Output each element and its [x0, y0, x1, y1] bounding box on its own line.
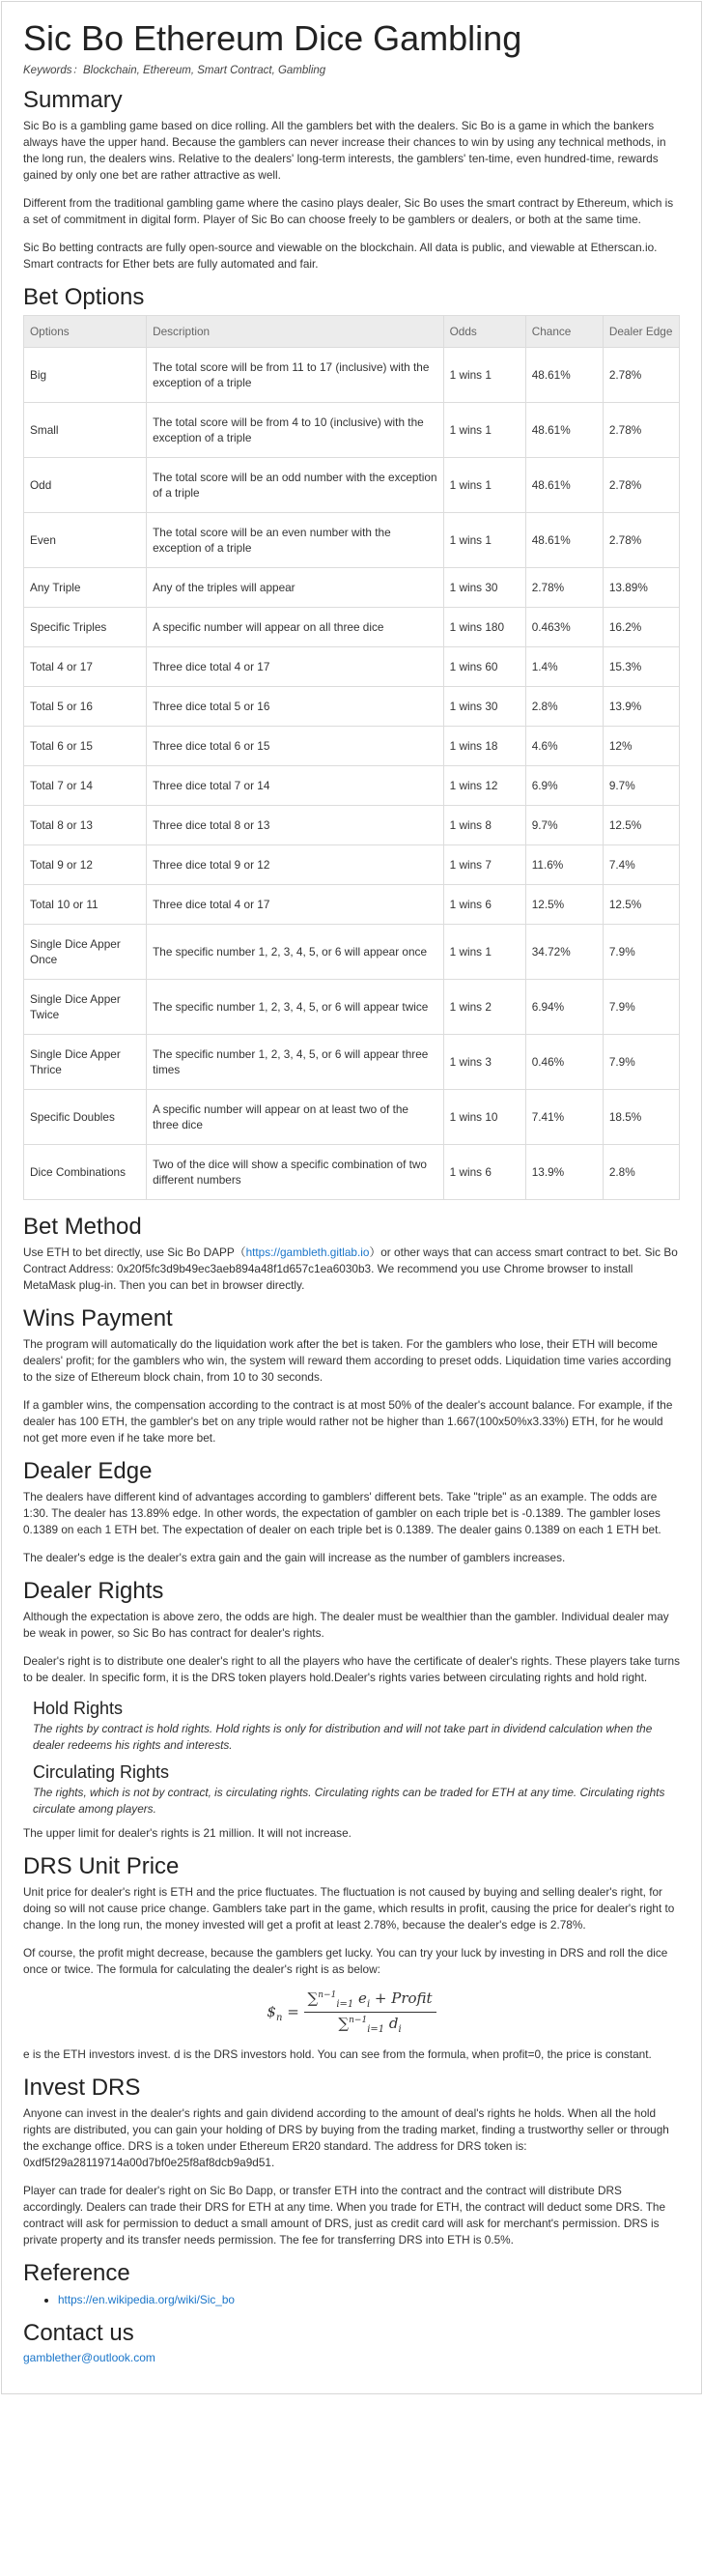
option-description-cell: The specific number 1, 2, 3, 4, 5, or 6 will appear once: [147, 925, 444, 980]
circulating-rights-heading: Circulating Rights: [33, 1762, 170, 1782]
option-name-cell: Total 9 or 12: [24, 845, 147, 885]
option-description-cell: The specific number 1, 2, 3, 4, 5, or 6 will appear three times: [147, 1035, 444, 1090]
wins-payment-heading: Wins Payment: [23, 1305, 173, 1331]
table-row: [24, 845, 680, 885]
option-odds-cell: 1 wins 180: [443, 608, 525, 647]
summary-heading: Summary: [23, 87, 123, 113]
table-header-row: [24, 316, 680, 348]
option-odds-cell: 1 wins 3: [443, 1035, 525, 1090]
option-odds-cell: 1 wins 12: [443, 766, 525, 806]
option-description-cell: The total score will be an odd number with the exception of a triple: [147, 458, 444, 513]
option-chance-cell: 6.94%: [525, 980, 603, 1035]
option-odds-cell: 1 wins 7: [443, 845, 525, 885]
dapp-link[interactable]: https://gambleth.gitlab.io: [245, 1245, 370, 1259]
hold-rights-text: The rights by contract is hold rights. Hold rights is only for distribution and will not take part in dividend calculation when the dealer redeems his rights and interests.: [33, 1722, 653, 1752]
option-odds-cell: 1 wins 1: [443, 348, 525, 403]
option-chance-cell: 34.72%: [525, 925, 603, 980]
dealer-edge-paragraph-1: The dealers have different kind of advantages according to gamblers' different bets. Take "triple" as an example. The odds are 1:30. The dealer has 13.89% edge. In other words, the expectation of gambler on each triple bet is -0.1389. The gambler loses 0.1389 on each 1 ETH bet. The expectation of dealer on each triple bet is 0.1389. The dealer gains 0.1389 on each 1 ETH bet.: [23, 1490, 661, 1536]
invest-drs-paragraph-2: Player can trade for dealer's right on Sic Bo Dapp, or transfer ETH into the contract and the contract will distribute DRS accordingly. Dealers can trade their DRS for ETH at any time. When you trade for ETH, the contract will deduct some DRS. The contract will ask for permission to deduct a small amount of DRS, just as credit card will ask for merchant's permission. DRS is private property and its transfer needs permission. The fee for transferring DRS into ETH is 0.5%.: [23, 2184, 666, 2247]
option-chance-cell: 13.9%: [525, 1145, 603, 1200]
option-dealer-edge-cell: 7.9%: [603, 980, 679, 1035]
option-name-cell: Small: [24, 403, 147, 458]
option-description-cell: Two of the dice will show a specific combination of two different numbers: [147, 1145, 444, 1200]
summary-paragraph-3: Sic Bo betting contracts are fully open-source and viewable on the blockchain. All data is public, and viewable at Etherscan.io. Smart contracts for Ether bets are fully automated and fair.: [23, 241, 658, 271]
option-name-cell: Single Dice Apper Once: [24, 925, 147, 980]
table-row: [24, 458, 680, 513]
option-odds-cell: 1 wins 1: [443, 513, 525, 568]
wikipedia-link[interactable]: https://en.wikipedia.org/wiki/Sic_bo: [58, 2293, 235, 2306]
dealer-rights-heading: Dealer Rights: [23, 1578, 164, 1604]
option-dealer-edge-cell: 12.5%: [603, 806, 679, 845]
table-row: [24, 727, 680, 766]
option-description-cell: Any of the triples will appear: [147, 568, 444, 608]
option-odds-cell: 1 wins 1: [443, 925, 525, 980]
option-odds-cell: 1 wins 30: [443, 568, 525, 608]
page-title: Sic Bo Ethereum Dice Gambling: [23, 18, 522, 58]
bet-options-heading: Bet Options: [23, 284, 145, 310]
contact-email-link[interactable]: gamblether@outlook.com: [23, 2351, 155, 2364]
table-row: [24, 403, 680, 458]
option-dealer-edge-cell: 13.89%: [603, 568, 679, 608]
option-name-cell: Single Dice Apper Twice: [24, 980, 147, 1035]
price-formula: $\$_n$ = $\frac{\sum^{n-1}_{i=1} e_i + Profit}{\sum^{n-1}_{i=1} d_i}$: [23, 1989, 680, 2035]
option-name-cell: Total 7 or 14: [24, 766, 147, 806]
table-row: [24, 1090, 680, 1145]
option-description-cell: The total score will be from 11 to 17 (inclusive) with the exception of a triple: [147, 348, 444, 403]
option-dealer-edge-cell: 15.3%: [603, 647, 679, 687]
option-chance-cell: 0.463%: [525, 608, 603, 647]
hold-rights-heading: Hold Rights: [33, 1699, 124, 1718]
option-odds-cell: 1 wins 6: [443, 885, 525, 925]
option-name-cell: Single Dice Apper Thrice: [24, 1035, 147, 1090]
dealer-edge-heading: Dealer Edge: [23, 1458, 153, 1484]
table-row: [24, 687, 680, 727]
table-row: [24, 608, 680, 647]
option-dealer-edge-cell: 2.78%: [603, 403, 679, 458]
contact-heading: Contact us: [23, 2320, 134, 2346]
option-dealer-edge-cell: 2.78%: [603, 348, 679, 403]
invest-drs-paragraph-1: Anyone can invest in the dealer's rights and gain dividend according to the amount of deal's rights he holds. When all the hold rights are distributed, you can gain your holding of DRS by buying from the trading market, finding a trustworthy seller or through the exchange office. DRS is a token under Ethereum ER20 standard. The address for DRS token is: 0xdf5f29a28119714a00d7bf0e25f8af8dcb9a9d51.: [23, 2106, 669, 2169]
option-description-cell: Three dice total 6 or 15: [147, 727, 444, 766]
option-odds-cell: 1 wins 6: [443, 1145, 525, 1200]
option-name-cell: Total 4 or 17: [24, 647, 147, 687]
option-dealer-edge-cell: 18.5%: [603, 1090, 679, 1145]
option-dealer-edge-cell: 2.78%: [603, 458, 679, 513]
drs-unit-price-paragraph-2: Of course, the profit might decrease, because the gamblers get lucky. You can try your luck by investing in DRS and roll the dice once or twice. The formula for calculating the dealer's right is as below:: [23, 1946, 668, 1976]
option-name-cell: Total 10 or 11: [24, 885, 147, 925]
column-header-description: Description: [147, 316, 444, 348]
summary-paragraph-1: Sic Bo is a gambling game based on dice rolling. All the gamblers bet with the dealers. Sic Bo is a game in which the bankers always have the upper hand. Because the gamblers can never increase their chances to win by using any technical methods, in the long run, the dealers wins. Relative to the dealers' long-term interests, the gamblers' ten-time, even hundred-time, rewards gained by only one bet are rather attractive as well.: [23, 119, 666, 182]
option-name-cell: Total 6 or 15: [24, 727, 147, 766]
column-header-chance: Chance: [525, 316, 603, 348]
column-header-dealer-edge: Dealer Edge: [603, 316, 679, 348]
option-chance-cell: 1.4%: [525, 647, 603, 687]
document-page: [1, 1, 702, 2394]
option-name-cell: Big: [24, 348, 147, 403]
dealer-rights-paragraph-1: Although the expectation is above zero, the odds are high. The dealer must be wealthier than the gambler. Individual dealer may be weak in power, so Sic Bo has contract for dealer's rights.: [23, 1610, 669, 1640]
option-chance-cell: 48.61%: [525, 458, 603, 513]
option-description-cell: The specific number 1, 2, 3, 4, 5, or 6 will appear twice: [147, 980, 444, 1035]
option-dealer-edge-cell: 2.78%: [603, 513, 679, 568]
option-odds-cell: 1 wins 18: [443, 727, 525, 766]
column-header-odds: Odds: [443, 316, 525, 348]
option-description-cell: A specific number will appear on all three dice: [147, 608, 444, 647]
dealer-edge-paragraph-2: The dealer's edge is the dealer's extra gain and the gain will increase as the number of gamblers increases.: [23, 1551, 566, 1564]
option-description-cell: The total score will be an even number with the exception of a triple: [147, 513, 444, 568]
option-dealer-edge-cell: 9.7%: [603, 766, 679, 806]
drs-unit-price-paragraph-1: Unit price for dealer's right is ETH and the price fluctuates. The fluctuation is not caused by buying and selling dealer's right, for doing so will not cause price change. Gamblers take part in the game, which results in profit, causing the price for dealer's right to change. In the long run, the money invested will get a profit at least 2.78%, because the dealer's edge is 2.78%.: [23, 1885, 675, 1932]
option-chance-cell: 9.7%: [525, 806, 603, 845]
bet-method-paragraph: [23, 1245, 680, 1294]
circulating-rights-text: The rights, which is not by contract, is circulating rights. Circulating rights can be traded for ETH at any time. Circulating rights circulate among players.: [33, 1786, 665, 1816]
option-chance-cell: 48.61%: [525, 403, 603, 458]
drs-unit-price-paragraph-3: e is the ETH investors invest. d is the DRS investors hold. You can see from the formula, when profit=0, the price is constant.: [23, 2047, 652, 2061]
table-row: [24, 980, 680, 1035]
option-description-cell: Three dice total 5 or 16: [147, 687, 444, 727]
option-chance-cell: 11.6%: [525, 845, 603, 885]
bet-method-heading: Bet Method: [23, 1214, 142, 1240]
table-row: [24, 806, 680, 845]
option-name-cell: Total 5 or 16: [24, 687, 147, 727]
bet-options-body: [24, 348, 680, 1200]
option-odds-cell: 1 wins 8: [443, 806, 525, 845]
option-dealer-edge-cell: 12.5%: [603, 885, 679, 925]
summary-paragraph-2: Different from the traditional gambling game where the casino plays dealer, Sic Bo uses the smart contract by Ethereum, which is a set of commitment in digital form. Player of Sic Bo can choose freely to be gamblers or dealers, or both at the same time.: [23, 196, 674, 226]
table-row: [24, 513, 680, 568]
table-row: [24, 348, 680, 403]
option-chance-cell: 48.61%: [525, 348, 603, 403]
table-row: [24, 766, 680, 806]
wins-payment-paragraph-2: If a gambler wins, the compensation according to the contract is at most 50% of the dealer's account balance. For example, if the dealer has 100 ETH, the gambler's bet on any triple would rather not be higher than 1.667(100x50%x3.33%) ETH, for he would not get more even if he take more bet.: [23, 1398, 673, 1445]
table-row: [24, 1035, 680, 1090]
wins-payment-paragraph-1: The program will automatically do the liquidation work after the bet is taken. For the gamblers who lose, their ETH will become dealers' profit; for the gamblers who win, the system will reward them according to preset odds. Liquidation time varies according to the size of Ethereum block chain, from 10 to 30 seconds.: [23, 1337, 672, 1384]
drs-unit-price-heading: DRS Unit Price: [23, 1853, 180, 1879]
option-description-cell: Three dice total 9 or 12: [147, 845, 444, 885]
option-odds-cell: 1 wins 10: [443, 1090, 525, 1145]
option-odds-cell: 1 wins 1: [443, 403, 525, 458]
table-row: [24, 568, 680, 608]
option-description-cell: The total score will be from 4 to 10 (inclusive) with the exception of a triple: [147, 403, 444, 458]
contact-block: [23, 2351, 680, 2364]
table-row: [24, 885, 680, 925]
option-description-cell: Three dice total 8 or 13: [147, 806, 444, 845]
option-name-cell: Specific Doubles: [24, 1090, 147, 1145]
option-dealer-edge-cell: 2.8%: [603, 1145, 679, 1200]
option-description-cell: Three dice total 4 or 17: [147, 885, 444, 925]
option-dealer-edge-cell: 13.9%: [603, 687, 679, 727]
option-chance-cell: 2.8%: [525, 687, 603, 727]
option-name-cell: Even: [24, 513, 147, 568]
option-chance-cell: 12.5%: [525, 885, 603, 925]
option-description-cell: Three dice total 7 or 14: [147, 766, 444, 806]
option-chance-cell: 2.78%: [525, 568, 603, 608]
option-dealer-edge-cell: 16.2%: [603, 608, 679, 647]
invest-drs-heading: Invest DRS: [23, 2075, 141, 2101]
option-description-cell: Three dice total 4 or 17: [147, 647, 444, 687]
column-header-options: Options: [24, 316, 147, 348]
table-row: [24, 925, 680, 980]
dealer-rights-paragraph-2: Dealer's right is to distribute one dealer's right to all the players who have the certificate of dealer's rights. These players take turns to be dealer. In specific form, it is the DRS token players hold.Dealer's rights varies between circulating rights and hold right.: [23, 1654, 680, 1684]
bet-method-text-before: Use ETH to bet directly, use Sic Bo DAPP（: [23, 1245, 246, 1259]
option-odds-cell: 1 wins 1: [443, 458, 525, 513]
option-description-cell: A specific number will appear on at least two of the three dice: [147, 1090, 444, 1145]
option-odds-cell: 1 wins 60: [443, 647, 525, 687]
option-name-cell: Dice Combinations: [24, 1145, 147, 1200]
bet-method-text-after: ）or other ways that can access smart contract to bet. Sic Bo Contract Address: 0x20f5fc3d9b49ec3aeb894a48f1d657c1ea6030b3. We recommend you use Chrome browser to install MetaMask plug-in. Then you can bet in browser directly.: [23, 1245, 678, 1292]
keywords: Keywords：Blockchain, Ethereum, Smart Contract, Gambling: [23, 65, 326, 76]
bet-options-table: [23, 315, 680, 1200]
option-name-cell: Specific Triples: [24, 608, 147, 647]
option-name-cell: Total 8 or 13: [24, 806, 147, 845]
option-chance-cell: 7.41%: [525, 1090, 603, 1145]
option-dealer-edge-cell: 7.4%: [603, 845, 679, 885]
option-dealer-edge-cell: 7.9%: [603, 1035, 679, 1090]
option-name-cell: Odd: [24, 458, 147, 513]
option-dealer-edge-cell: 7.9%: [603, 925, 679, 980]
reference-list: [23, 2291, 680, 2308]
reference-heading: Reference: [23, 2260, 130, 2286]
option-chance-cell: 6.9%: [525, 766, 603, 806]
table-row: [24, 1145, 680, 1200]
option-chance-cell: 0.46%: [525, 1035, 603, 1090]
option-odds-cell: 1 wins 2: [443, 980, 525, 1035]
option-chance-cell: 48.61%: [525, 513, 603, 568]
option-chance-cell: 4.6%: [525, 727, 603, 766]
option-odds-cell: 1 wins 30: [443, 687, 525, 727]
option-dealer-edge-cell: 12%: [603, 727, 679, 766]
list-item: [58, 2291, 680, 2308]
option-name-cell: Any Triple: [24, 568, 147, 608]
table-row: [24, 647, 680, 687]
dealer-rights-paragraph-3: The upper limit for dealer's rights is 21 million. It will not increase.: [23, 1826, 352, 1840]
